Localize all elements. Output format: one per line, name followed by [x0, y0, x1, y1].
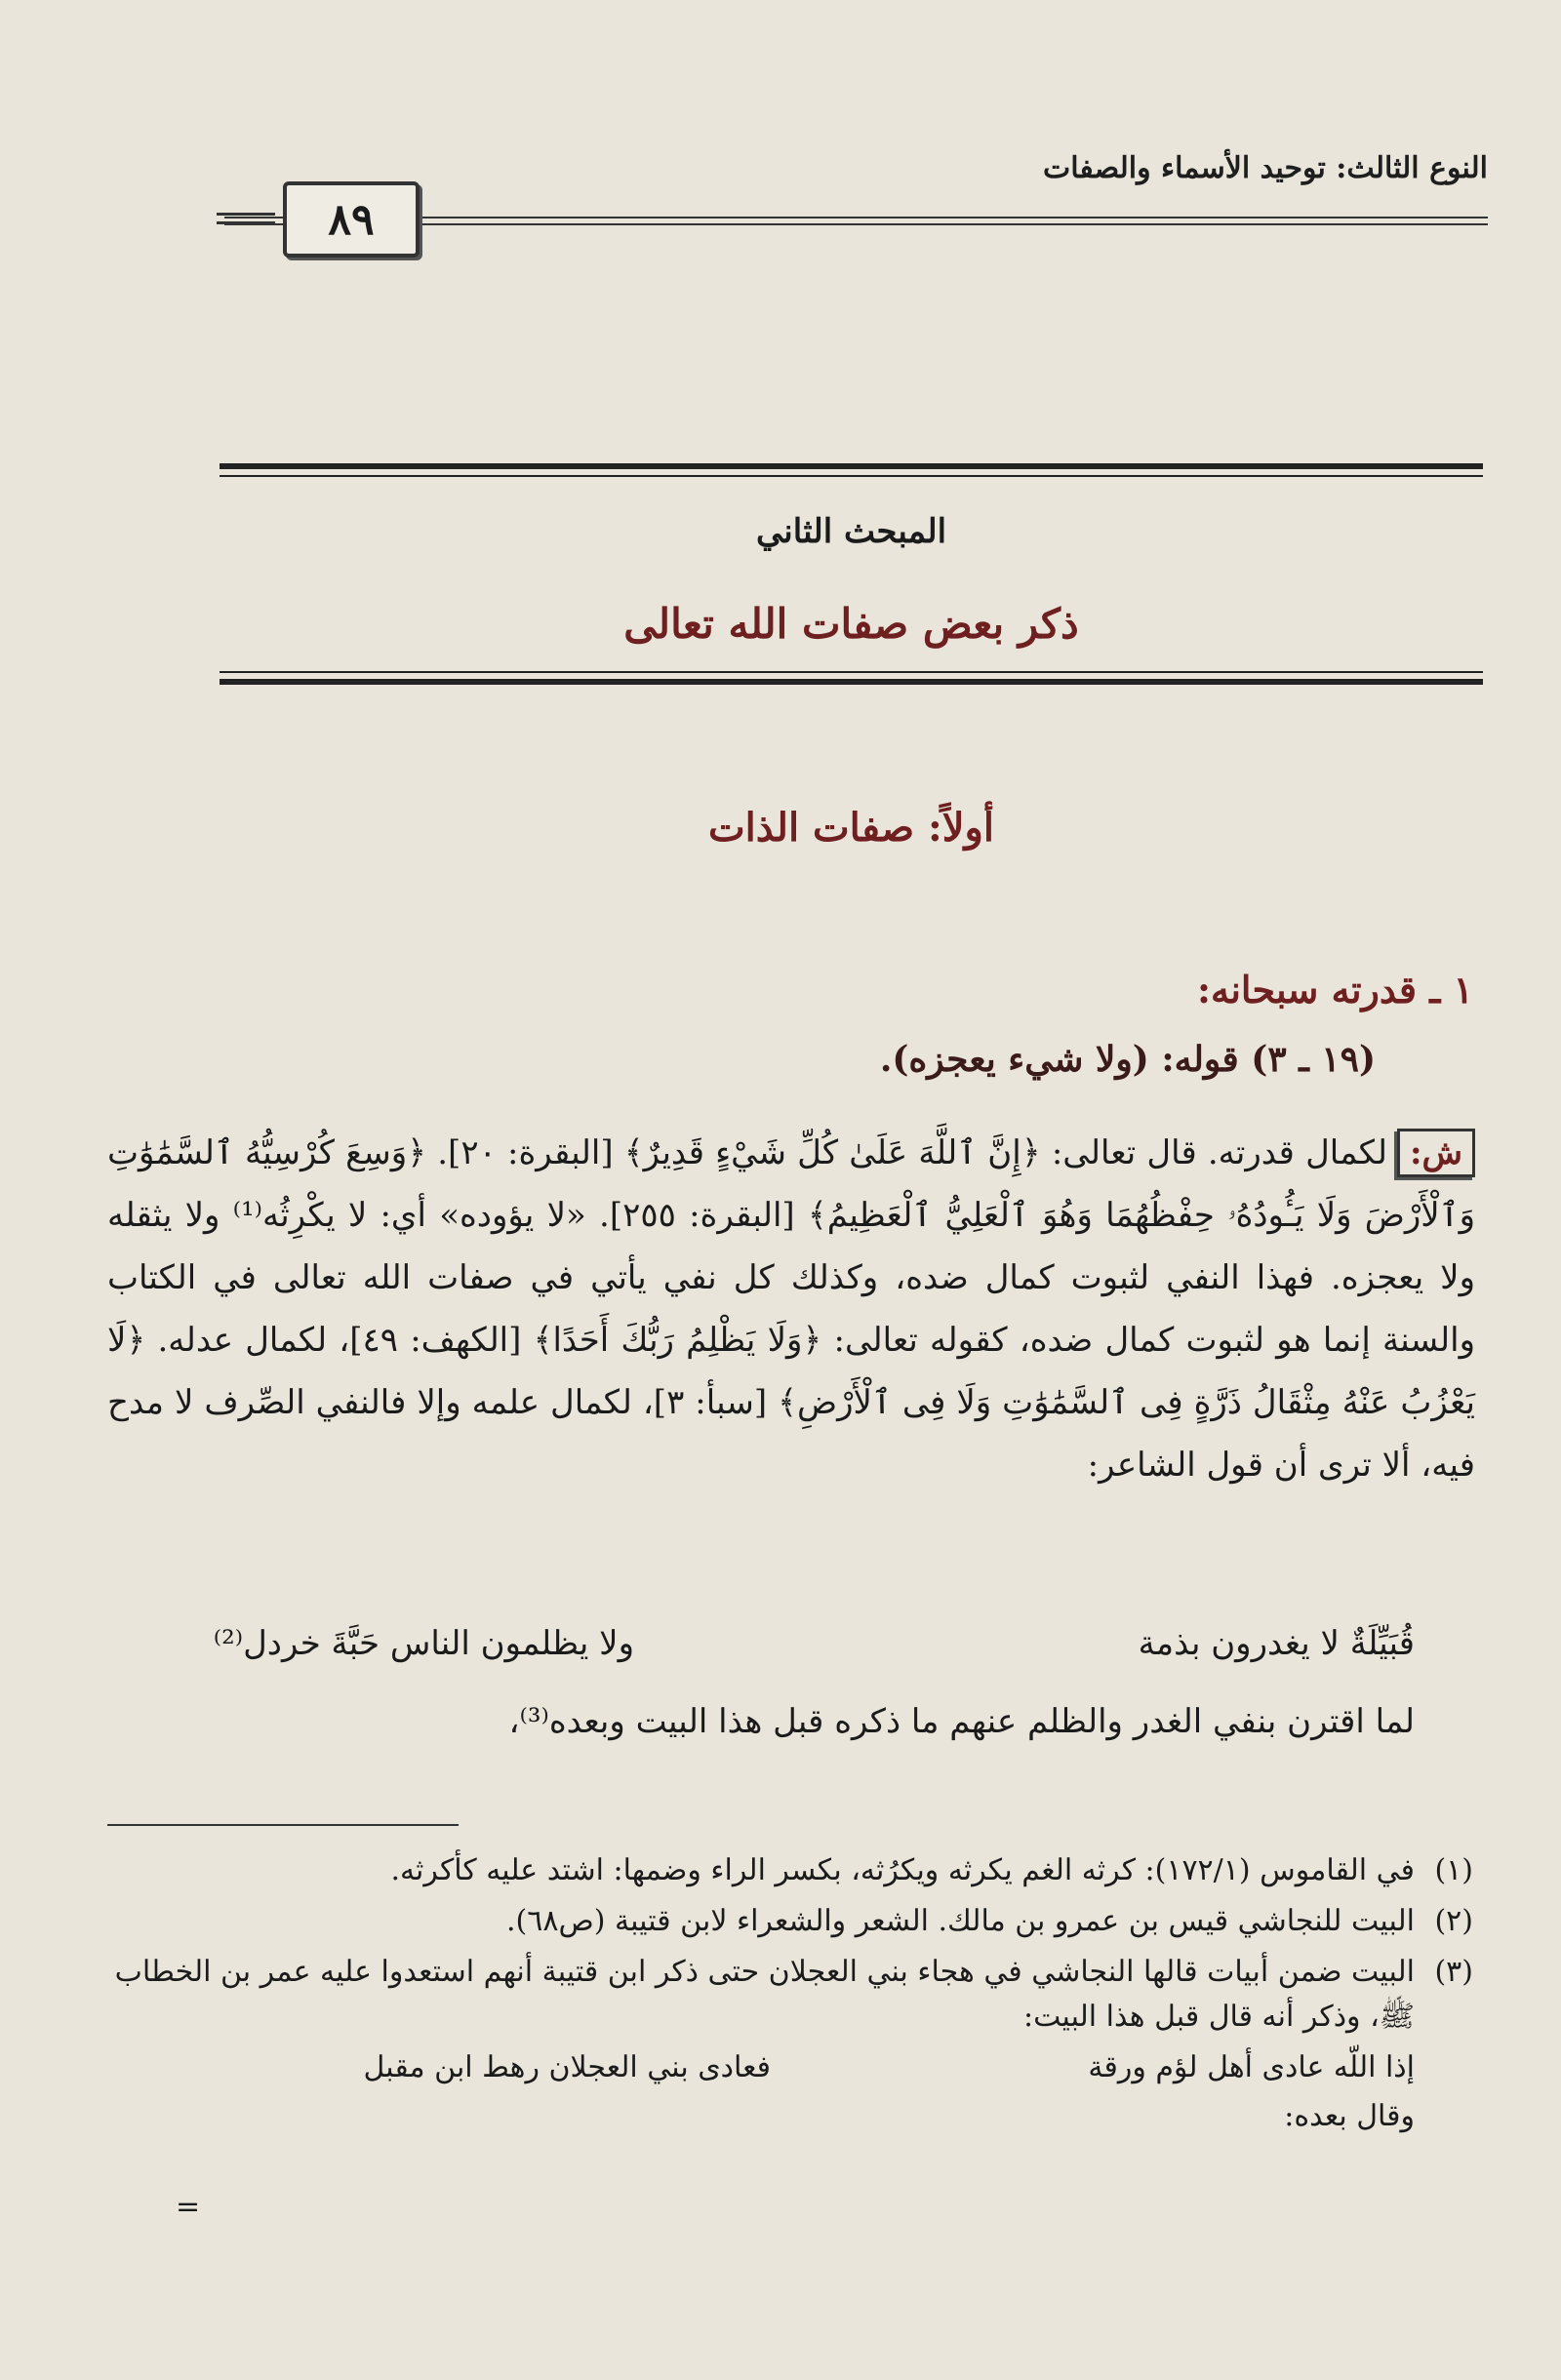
footnote-2	[107, 1899, 1473, 1944]
verse-second-hemistich: ولا يظلمون الناس حَبَّةَ خردل⁽²⁾	[213, 1624, 634, 1663]
section-rule-top	[220, 463, 1483, 477]
commentary-label: ش:	[1397, 1129, 1475, 1177]
matn-line: (١٩ ـ ٣) قوله: (ولا شيء يعجزه).	[879, 1039, 1376, 1080]
footnote-verse	[107, 2045, 1473, 2094]
footnote-number: (٢)	[1434, 1904, 1473, 1938]
verse-first-hemistich: قُبَيِّلَةٌ لا يغدرون بذمة	[1138, 1624, 1415, 1663]
main-heading: ذكر بعض صفات الله تعالى	[623, 600, 1079, 648]
after-verse-line: لما اقترن بنفي الغدر والظلم عنهم ما ذكره قبل هذا البيت وبعده⁽³⁾،	[508, 1702, 1415, 1741]
footnote-tail: وقال بعده:	[1284, 2099, 1415, 2133]
header-dash	[217, 213, 275, 226]
point-title: ١ ـ قدرته سبحانه:	[1196, 968, 1473, 1012]
footnote-number: (٣)	[1434, 1955, 1473, 1989]
footnote-verse-first: إذا اللّه عادى أهل لؤم ورقة	[1088, 2050, 1415, 2084]
continuation-mark: =	[176, 2190, 201, 2224]
running-title: النوع الثالث: توحيد الأسماء والصفات	[1043, 151, 1488, 185]
footnote-text: البيت ضمن أبيات قالها النجاشي في هجاء بني العجلان حتى ذكر ابن قتيبة أنهم استعدوا عليه عمر بن الخطاب ﷺ، وذكر أنه قال قبل هذا البيت:	[114, 1955, 1415, 2034]
footnote-1	[107, 1848, 1473, 1893]
footnotes	[107, 1848, 1473, 2139]
commentary-body	[107, 1122, 1475, 1496]
poetry-verse	[117, 1624, 1415, 1683]
part-heading: أولاً: صفات الذات	[708, 805, 994, 851]
footnote-separator	[107, 1824, 459, 1826]
commentary-paragraph: لكمال قدرته. قال تعالى: ﴿إِنَّ ٱللَّهَ عَلَىٰ كُلِّ شَيْءٍ قَدِيرٌ﴾ [البقرة: ٢٠]. ﴿وَسِعَ كُرْسِيُّهُ ٱلسَّمَٰوَٰتِ وَٱلْأَرْضَ وَلَا يَـُٔودُهُۥ حِفْظُهُمَا وَهُوَ ٱلْعَلِيُّ ٱلْعَظِيمُ﴾ [البقرة: ٢٥٥]. «لا يؤوده» أي: لا يكْرِثُه⁽¹⁾ ولا يثقله ولا يعجزه. فهذا النفي لثبوت كمال ضده، وكذلك كل نفي يأتي في صفات الله تعالى في الكتاب والسنة إنما هو لثبوت كمال ضده، كقوله تعالى: ﴿وَلَا يَظْلِمُ رَبُّكَ أَحَدًا﴾ [الكهف: ٤٩]، لكمال عدله. ﴿لَا يَعْزُبُ عَنْهُ مِثْقَالُ ذَرَّةٍ فِى ٱلسَّمَٰوَٰتِ وَلَا فِى ٱلْأَرْضِ﴾ [سبأ: ٣]، لكمال علمه وإلا فالنفي الصِّرف لا مدح فيه، ألا ترى أن قول الشاعر:	[107, 1133, 1476, 1485]
footnote-text: في القاموس (١٧٢/١): كرثه الغم يكرثه ويكرُثه، بكسر الراء وضمها: اشتد عليه كأكرثه.	[390, 1853, 1415, 1887]
footnote-text: البيت للنجاشي قيس بن عمرو بن مالك. الشعر والشعراء لابن قتيبة (ص٦٨).	[506, 1904, 1415, 1938]
footnote-number: (١)	[1434, 1853, 1473, 1887]
footnote-3	[107, 1950, 1473, 2040]
page-number: ٨٩	[328, 194, 375, 245]
footnote-verse-second: فعادى بني العجلان رهط ابن مقبل	[363, 2050, 771, 2084]
section-rule-bottom	[220, 671, 1483, 685]
sub-heading: المبحث الثاني	[755, 512, 947, 551]
page-number-frame	[283, 181, 420, 258]
